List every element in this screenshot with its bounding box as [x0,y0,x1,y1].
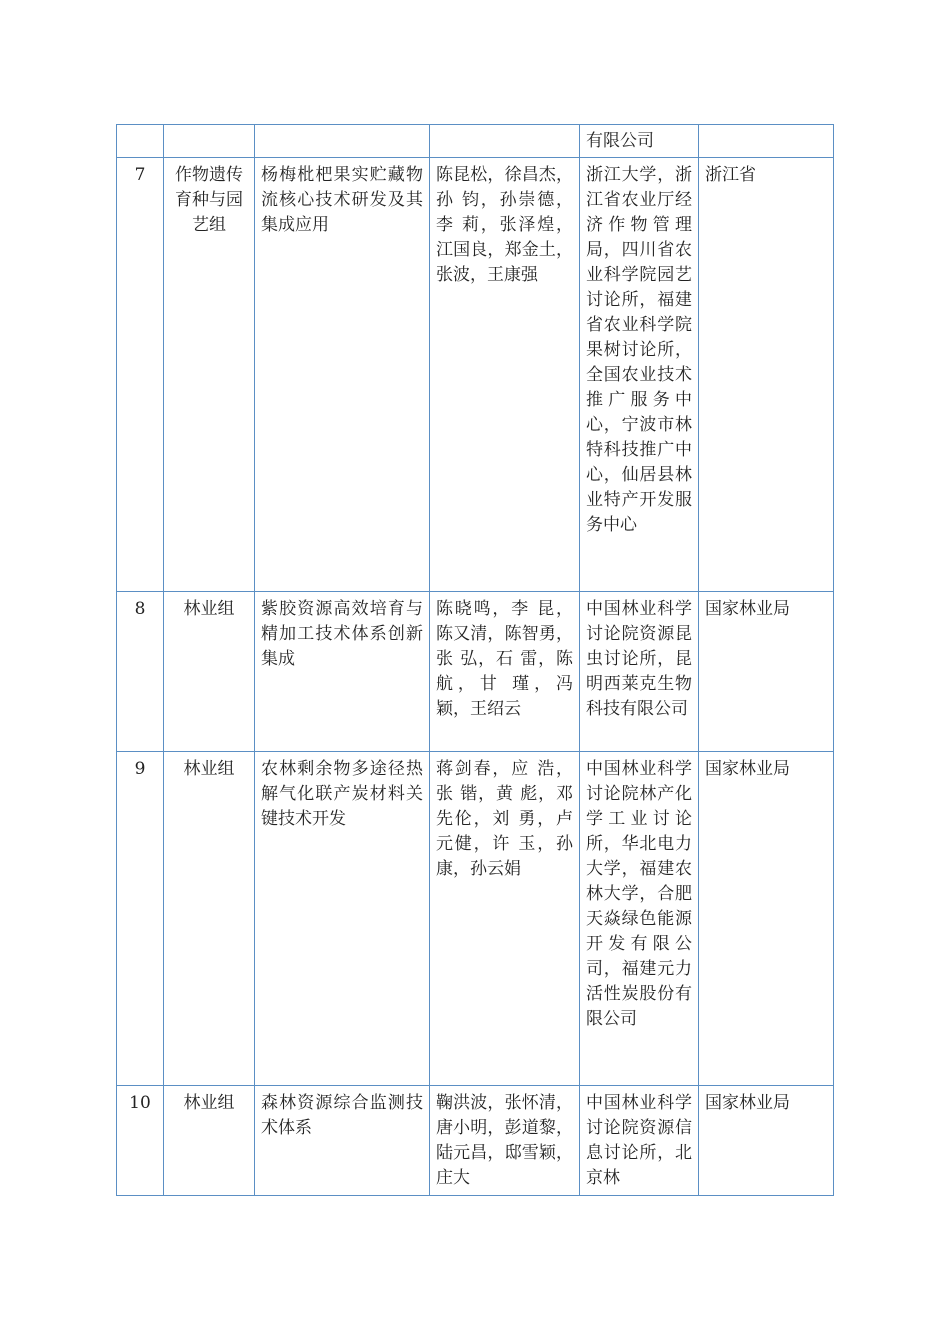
cell-units: 中国林业科学讨论院资源信息讨论所，北京林 [580,1086,699,1196]
cell-people [430,125,580,158]
cell-group [164,125,255,158]
cell-project: 农林剩余物多途径热解气化联产炭材料关键技术开发 [255,752,430,1086]
cell-project: 紫胶资源高效培育与精加工技术体系创新集成 [255,592,430,752]
cell-units: 中国林业科学讨论院林产化学工业讨论所，华北电力大学，福建农林大学，合肥天焱绿色能源开发有限公司，福建元力活性炭股份有限公司 [580,752,699,1086]
cell-project: 杨梅枇杷果实贮藏物流核心技术研发及其集成应用 [255,158,430,592]
table-row [117,125,834,158]
cell-recommender: 国家林业局 [699,1086,834,1196]
cell-group: 林业组 [164,1086,255,1196]
table-row [117,752,834,1086]
table-row [117,1086,834,1196]
cell-people: 陈昆松，徐昌杰，孙 钧，孙崇德，李 莉，张泽煌，江国良，郑金土，张波，王康强 [430,158,580,592]
cell-recommender: 国家林业局 [699,592,834,752]
cell-recommender: 浙江省 [699,158,834,592]
cell-group: 作物遗传育种与园艺组 [164,158,255,592]
cell-people: 陈晓鸣，李 昆，陈又清，陈智勇，张 弘，石 雷，陈 航，甘 瑾，冯 颖，王绍云 [430,592,580,752]
cell-people: 鞠洪波，张怀清，唐小明，彭道黎，陆元昌，邸雪颖，庄大 [430,1086,580,1196]
cell-number: 8 [117,592,164,752]
cell-number: 7 [117,158,164,592]
cell-project [255,125,430,158]
cell-recommender [699,125,834,158]
table-row [117,158,834,592]
cell-units: 有限公司 [580,125,699,158]
cell-project: 森林资源综合监测技术体系 [255,1086,430,1196]
cell-people: 蒋剑春，应 浩，张 锴，黄 彪，邓先伦，刘 勇，卢元健，许 玉，孙 康，孙云娟 [430,752,580,1086]
cell-units: 浙江大学，浙江省农业厅经济作物管理局，四川省农业科学院园艺讨论所，福建省农业科学院果树讨论所，全国农业技术推广服务中心，宁波市林特科技推广中心，仙居县林业特产开发服务中心 [580,158,699,592]
table-row [117,592,834,752]
cell-recommender: 国家林业局 [699,752,834,1086]
cell-number [117,125,164,158]
results-table [116,124,834,1196]
cell-group: 林业组 [164,592,255,752]
cell-group: 林业组 [164,752,255,1086]
cell-number: 10 [117,1086,164,1196]
cell-number: 9 [117,752,164,1086]
cell-units: 中国林业科学讨论院资源昆虫讨论所，昆明西莱克生物科技有限公司 [580,592,699,752]
